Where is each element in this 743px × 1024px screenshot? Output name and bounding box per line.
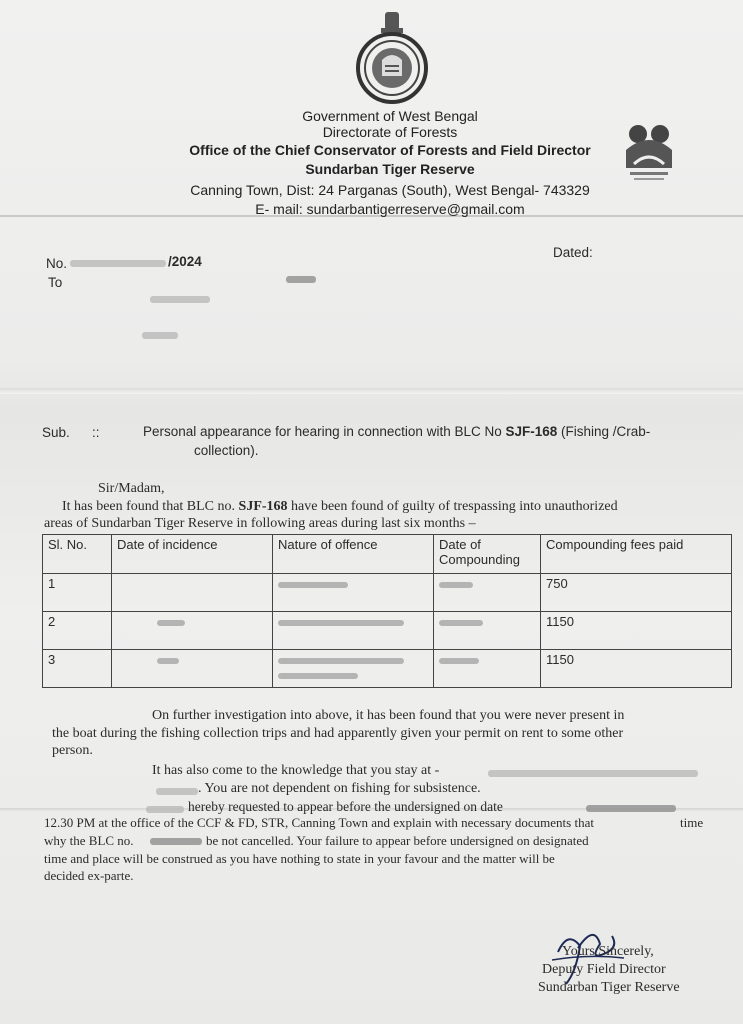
header-email: E- mail: sundarbantigerreserve@gmail.com bbox=[255, 201, 525, 217]
paragraph-2-line2: the boat during the fishing collection trips and had apparently given your permit on rent to some other bbox=[52, 726, 624, 741]
subject-text-before: Personal appearance for hearing in connection with BLC No bbox=[143, 424, 506, 439]
cell-date-redacted bbox=[112, 650, 273, 688]
paragraph-4-line4: time and place will be construed as you have nothing to state in your favour and the matter will be bbox=[44, 851, 555, 866]
col-sl-no: Sl. No. bbox=[43, 535, 112, 574]
paragraph-3-line1: It has also come to the knowledge that you stay at - bbox=[152, 763, 440, 778]
redacted-text bbox=[278, 673, 358, 679]
ref-no-label: No. bbox=[46, 256, 68, 271]
header-directorate: Directorate of Forests bbox=[322, 124, 458, 140]
redacted-addressee bbox=[150, 296, 210, 303]
redacted-text bbox=[278, 620, 404, 626]
redacted-blc-number bbox=[150, 838, 202, 845]
redacted-text bbox=[439, 658, 479, 664]
cell-date-redacted bbox=[112, 612, 273, 650]
cell-sl: 2 bbox=[43, 612, 112, 650]
redacted-text bbox=[439, 620, 483, 626]
subject-text-line2: collection). bbox=[194, 443, 259, 458]
signature-closing: Yours Sincerely, bbox=[562, 944, 654, 959]
redacted-date bbox=[586, 805, 676, 812]
paragraph-4-line5: decided ex-parte. bbox=[44, 868, 134, 883]
paragraph-4-line1b: time bbox=[680, 815, 704, 830]
cell-sl: 3 bbox=[43, 650, 112, 688]
paragraph-4-line3a: why the BLC no. bbox=[44, 833, 134, 848]
paragraph-1-line2: areas of Sundarban Tiger Reserve in following areas during last six months – bbox=[44, 516, 476, 531]
subject-separator: :: bbox=[92, 425, 100, 440]
cell-compounding-redacted bbox=[434, 650, 541, 688]
ref-year: /2024 bbox=[168, 254, 202, 269]
paragraph-4-line2: 12.30 PM at the office of the CCF & FD, STR, Canning Town and explain with necessary documents that bbox=[44, 815, 594, 830]
redacted-text bbox=[278, 582, 348, 588]
redacted-ref-number bbox=[70, 260, 166, 267]
to-label: To bbox=[48, 275, 63, 290]
col-date-of-compounding: Date of Compounding bbox=[434, 535, 541, 574]
header-government: Government of West Bengal bbox=[302, 108, 478, 124]
paragraph-4-line3b: be not cancelled. Your failure to appear before undersigned on designated bbox=[206, 833, 589, 848]
salutation: Sir/Madam, bbox=[98, 481, 165, 496]
subject-blc-number: SJF-168 bbox=[505, 424, 558, 439]
cell-date-redacted bbox=[112, 574, 273, 612]
paragraph-4-line1a: hereby requested to appear before the undersigned on date bbox=[188, 799, 503, 814]
redacted-text bbox=[157, 620, 185, 626]
header-office: Office of the Chief Conservator of Forests and Field Director bbox=[189, 142, 591, 158]
p1-after: have been found of guilty of trespassing into unauthorized bbox=[287, 499, 618, 514]
signature-org: Sundarban Tiger Reserve bbox=[538, 980, 680, 995]
cell-compounding-redacted bbox=[434, 574, 541, 612]
header-reserve: Sundarban Tiger Reserve bbox=[305, 161, 475, 177]
p1-blc-number: SJF-168 bbox=[238, 499, 288, 514]
col-compounding-fees: Compounding fees paid bbox=[541, 535, 732, 574]
cell-offence-redacted bbox=[273, 612, 434, 650]
signature-title: Deputy Field Director bbox=[542, 962, 666, 977]
cell-offence-redacted bbox=[273, 574, 434, 612]
offence-table bbox=[42, 534, 732, 688]
cell-compounding-redacted bbox=[434, 612, 541, 650]
cell-fees: 750 bbox=[541, 574, 732, 612]
dated-label: Dated: bbox=[553, 245, 593, 260]
cell-fees: 1150 bbox=[541, 612, 732, 650]
subject-label: Sub. bbox=[42, 425, 70, 440]
p1-before: It has been found that BLC no. bbox=[62, 499, 239, 514]
redacted-name bbox=[146, 806, 184, 813]
redacted-addressee bbox=[142, 332, 178, 339]
cell-sl: 1 bbox=[43, 574, 112, 612]
redacted-stamp bbox=[286, 276, 316, 283]
col-date-of-incidence: Date of incidence bbox=[112, 535, 273, 574]
redacted-address bbox=[156, 788, 198, 795]
west-bengal-emblem-icon bbox=[352, 10, 432, 106]
paragraph-3-line2: . You are not dependent on fishing for subsistence. bbox=[198, 781, 481, 796]
col-nature-of-offence: Nature of offence bbox=[273, 535, 434, 574]
tiger-reserve-logo-icon bbox=[620, 120, 678, 184]
table-row bbox=[43, 612, 732, 650]
header-address: Canning Town, Dist: 24 Parganas (South), West Bengal- 743329 bbox=[190, 182, 590, 198]
paper-fold bbox=[0, 388, 743, 394]
paragraph-2-line3: person. bbox=[52, 743, 93, 758]
redacted-text bbox=[278, 658, 404, 664]
cell-fees: 1150 bbox=[541, 650, 732, 688]
cell-offence-redacted bbox=[273, 650, 434, 688]
table-row bbox=[43, 650, 732, 688]
subject-text bbox=[143, 424, 650, 439]
paragraph-1 bbox=[62, 499, 618, 515]
subject-text-after: (Fishing /Crab- bbox=[557, 424, 651, 439]
table-row bbox=[43, 574, 732, 612]
redacted-text bbox=[157, 658, 179, 664]
redacted-text bbox=[439, 582, 473, 588]
paragraph-2-line1: On further investigation into above, it has been found that you were never present in bbox=[152, 708, 625, 723]
redacted-address bbox=[488, 770, 698, 777]
table-header-row bbox=[43, 535, 732, 574]
